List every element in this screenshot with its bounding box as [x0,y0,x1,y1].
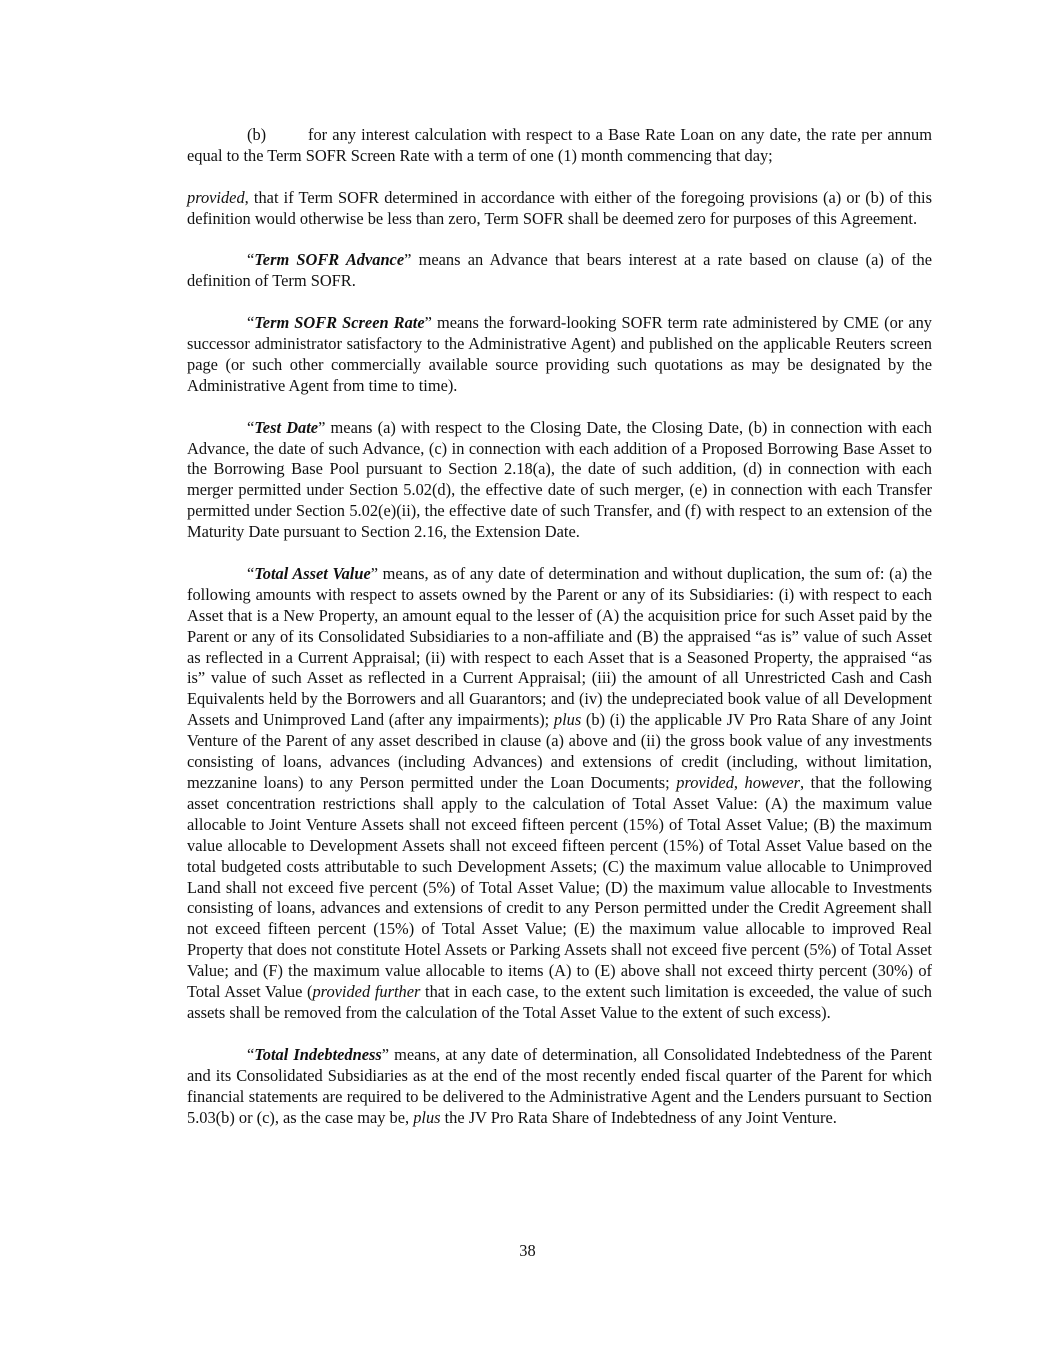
definition-term-sofr-advance [187,250,932,292]
definition-term-sofr-screen-rate [187,313,932,397]
defined-term: Test Date [254,417,319,437]
close-quote: ” [318,417,326,437]
close-quote: ” [404,250,412,270]
definition-text-part-4: that in each case, to the extent such limitation is exceeded, the value of such assets shall be removed from the calculation of the Total Asset Value to the extent of such excess). [187,982,932,1022]
definition-text: means (a) with respect to the Closing Date, the Closing Date, (b) in connection with each Advance, the date of such Advance, (c) in connection with each addition of a Proposed Borrowing Base Asset to the Borrowing Base Pool pursuant to Section 2.18(a), the date of such addition, (d) in connection with each merger permitted under Section 5.02(d), the effective date of such merger, (e) in connection with each Transfer permitted under Section 5.02(e)(ii), the effective date of such Transfer, and (f) with respect to an extension of the Maturity Date pursuant to Section 2.16, the Extension Date. [187,417,932,542]
plus-italic: plus [413,1107,441,1127]
page-number: 38 [519,1241,536,1260]
open-quote: “ [247,417,255,437]
definition-total-asset-value [187,564,932,1024]
open-quote: “ [247,563,255,583]
open-quote: “ [247,1044,255,1064]
definition-text-part-1: means, as of any date of determination and without duplication, the sum of: (a) the following amounts with respect to assets owned by the Parent or any of its Subsidiaries: (i) with respect to each Asset that is a New Property, an amount equal to the lesser of (A) the acquisition price for such Asset paid by the Parent or any of its Consolidated Subsidiaries to a non-affiliate and (B) the appraised “as is” value of such Asset as reflected in a Current Appraisal; (ii) with respect to each Asset that is a Seasoned Property, the appraised “as is” value of such Asset as reflected in a Current Appraisal; (iii) the amount of all Unrestricted Cash and Cash Equivalents held by the Borrowers and all Guarantors; and (iv) the undepreciated book value of all Development Assets and Unimproved Land (after any impairments); [187,563,932,730]
document-page [187,125,932,1149]
close-quote: ” [370,563,379,583]
open-quote: “ [247,250,255,270]
however-italic: however [744,773,801,793]
defined-term: Total Asset Value [254,563,371,583]
defined-term: Term SOFR Advance [254,250,405,270]
open-quote: “ [247,313,255,333]
definition-text-part-3: , that the following asset concentration restrictions shall apply to the calculation of Total Asset Value: (A) the maximum value allocable to Joint Venture Assets shall not exceed fifteen percent (15%) of Total Asset Value; (B) the maximum value allocable to Development Assets shall not exceed fifteen percent (15%) of Total Asset Value based on the total budgeted costs attributable to such Development Assets; (C) the maximum value allocable to Unimproved Land shall not exceed five percent (5%) of Total Asset Value; (D) the maximum value allocable to Investments consisting of loans, advances and extensions of credit to any Person permitted under the Credit Agreement shall not exceed fifteen percent (15%) of Total Asset Value; (E) the maximum value allocable to improved Real Property that does not constitute Hotel Assets or Parking Assets shall not exceed five percent (5%) of Total Asset Value; and (F) the maximum value allocable to items (A) to (E) above shall not exceed thirty percent (30%) of Total Asset Value ( [187,773,932,1002]
clause-b-text: for any interest calculation with respect to a Base Rate Loan on any date, the rate per annum equal to the Term SOFR Screen Rate with a term of one (1) month commencing that day; [187,125,932,165]
comma-separator: , [733,773,745,793]
definition-text: means the forward-looking SOFR term rate administered by CME (or any successor administrator satisfactory to the Administrative Agent) and published on the applicable Reuters screen page (or such other commercially available source providing such quotations as may be designated by the Administrative Agent from time to time). [187,313,932,395]
proviso-text: , that if Term SOFR determined in accordance with either of the foregoing provisions (a) or (b) of this definition would otherwise be less than zero, Term SOFR shall be deemed zero for purposes of this Agreement. [187,187,932,228]
proviso-paragraph [187,188,932,230]
definition-text-part-2: (b) (i) the applicable JV Pro Rata Share of any Joint Venture of the Parent of any asset described in clause (a) above and (ii) the gross book value of any investments consisting of loans, advances (including Advances) and extensions of credit (including, without limitation, mezzanine loans) to any Person permitted under the Loan Documents; [187,710,932,793]
definition-text: means an Advance that bears interest at a rate based on clause (a) of the definition of Term SOFR. [187,250,932,291]
definition-total-indebtedness [187,1045,932,1129]
definition-test-date [187,418,932,543]
defined-term: Total Indebtedness [254,1044,382,1064]
definition-text-part-1: means, at any date of determination, all Consolidated Indebtedness of the Parent and its Consolidated Subsidiaries as at the end of the most recently ended fiscal quarter of the Parent for which financial statements are required to be delivered to the Administrative Agent and the Lenders pursuant to Section 5.03(b) or (c), as the case may be, [187,1044,932,1127]
close-quote: ” [424,313,432,333]
provided-italic: provided [676,773,734,793]
defined-term: Term SOFR Screen Rate [254,313,425,333]
clause-b-paragraph [187,125,932,167]
close-quote: ” [381,1044,390,1064]
provided-further-italic: provided further [312,982,421,1002]
plus-italic: plus [553,710,582,730]
proviso-lead: provided [187,187,245,207]
clause-b-label: (b) [247,125,267,144]
definition-text-part-2: the JV Pro Rata Share of Indebtedness of any Joint Venture. [440,1107,837,1127]
